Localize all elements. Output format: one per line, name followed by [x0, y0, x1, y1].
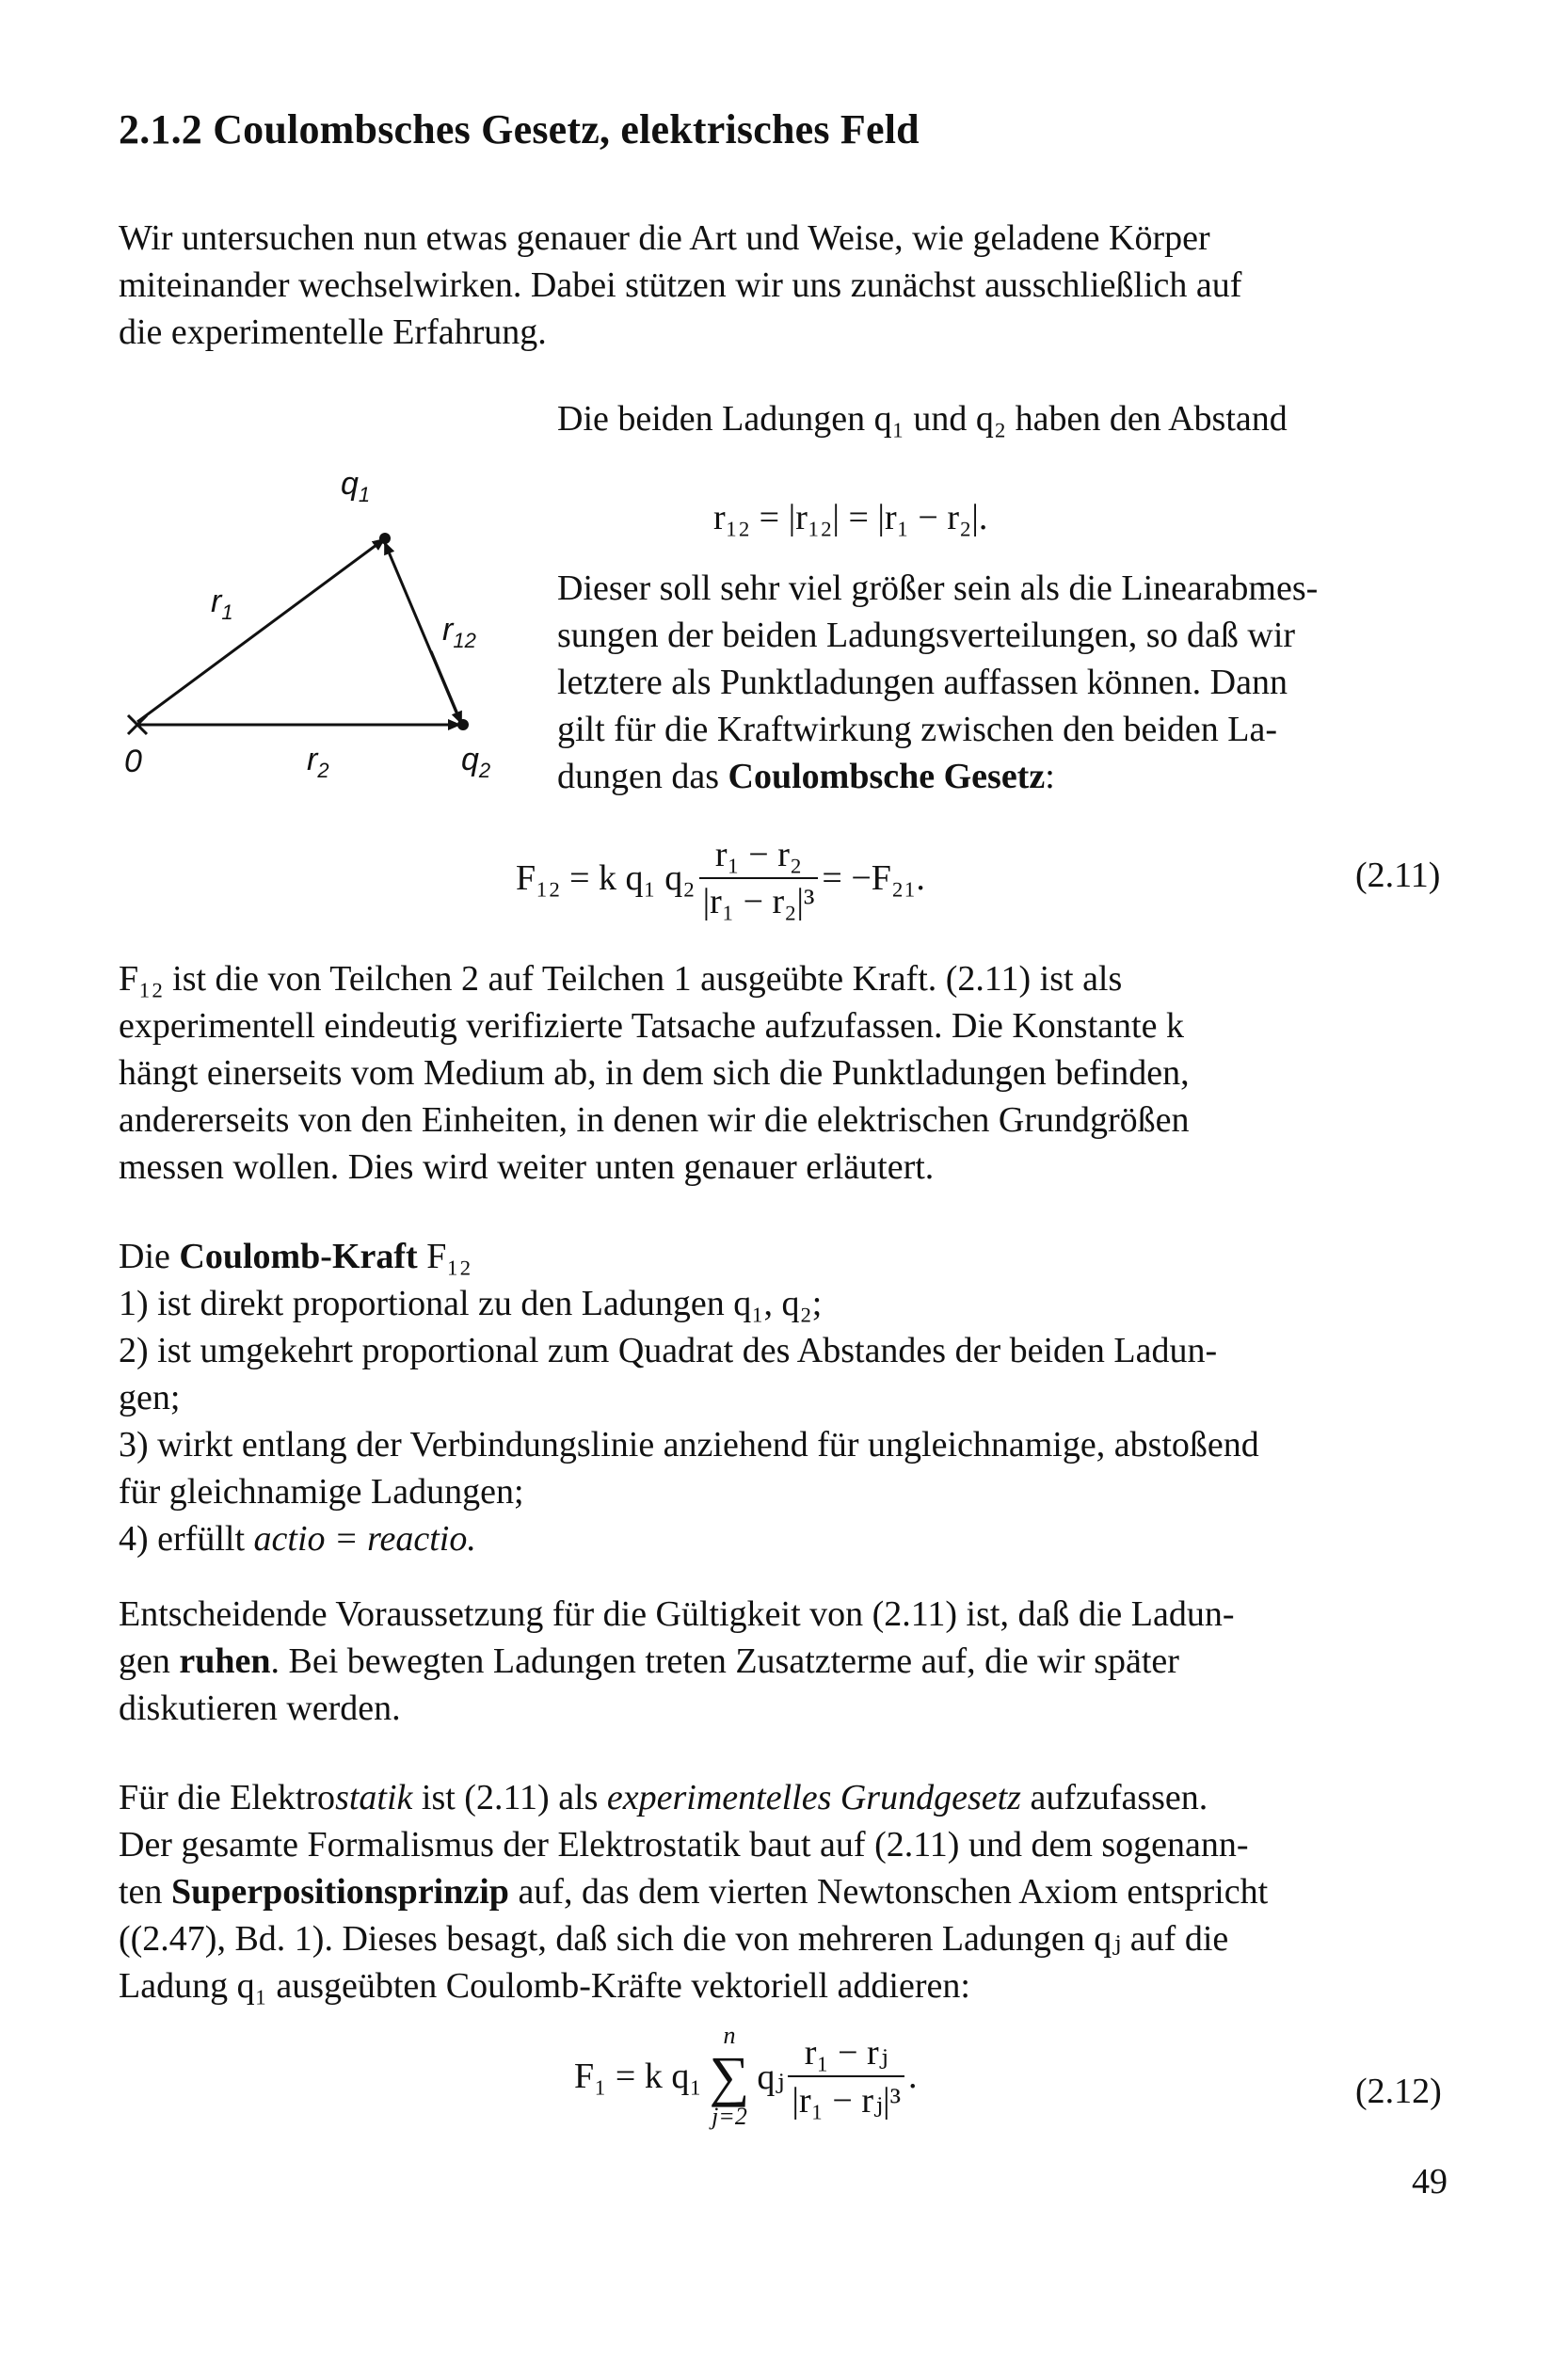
eq212-sum	[710, 2024, 750, 2129]
label-q2: $q_2$	[461, 742, 491, 782]
para2-line-2: experimentell eindeutig verifizierte Tatsache aufzufassen. Die Konstante k	[119, 1006, 1184, 1046]
statik-term: statik	[335, 1778, 413, 1817]
para4-line-1-c: ist (2.11) als	[412, 1778, 607, 1817]
para2-line-4: andererseits von den Einheiten, in denen wir die elektrischen Grundgrößen	[119, 1100, 1190, 1140]
coulomb-force-properties	[119, 1233, 1449, 1562]
side-line-6	[557, 753, 1449, 800]
distance-equation: r₁₂ = |r₁₂| = |r₁ − r₂|.	[713, 498, 988, 537]
property-item-2a: 2) ist umgekehrt proportional zum Quadrat des Abstandes der beiden Ladun-	[119, 1331, 1218, 1370]
para3-line-2	[119, 1638, 1449, 1685]
charge-q1-point	[379, 533, 391, 544]
intro-line-2: miteinander wechselwirken. Dabei stützen wir uns zunächst ausschließlich auf	[119, 265, 1242, 305]
para3-line-1: Entscheidende Voraussetzung für die Gültigkeit von (2.11) ist, daß die Ladun-	[119, 1594, 1235, 1634]
actio-reactio: actio = reactio.	[253, 1519, 476, 1559]
eq212-qj: qⱼ	[757, 2057, 785, 2097]
vector-r1-line	[137, 539, 384, 722]
property-item-4-pre: 4) erfüllt	[119, 1519, 254, 1559]
coulomb-force-term: Coulomb-Kraft	[179, 1237, 418, 1276]
para4-line-1	[119, 1774, 1449, 1821]
eq212-sum-top: n	[723, 2022, 736, 2049]
para4-line-3	[119, 1868, 1449, 1915]
ruhen-term: ruhen	[179, 1641, 271, 1681]
coulomb-vector-diagram	[111, 452, 525, 809]
property-item-3b: für gleichnamige Ladungen;	[119, 1472, 524, 1512]
para2-line-1: F₁₂ ist die von Teilchen 2 auf Teilchen 1 ausgeübte Kraft. (2.11) ist als	[119, 959, 1123, 999]
para4-line-4: ((2.47), Bd. 1). Dieses besagt, daß sich die von mehreren Ladungen qⱼ auf die	[119, 1919, 1229, 1959]
eq211-fraction	[699, 834, 819, 922]
paragraph-superposition	[119, 1774, 1449, 2009]
intro-line-1: Wir untersuchen nun etwas genauer die Art und Weise, wie geladene Körper	[119, 218, 1210, 258]
eq212-fraction	[788, 2031, 904, 2121]
superposition-term: Superpositionsprinzip	[170, 1872, 509, 1912]
side-line-1: Die beiden Ladungen q₁ und q₂ haben den Abstand	[557, 399, 1288, 439]
label-origin: 0	[124, 744, 142, 779]
label-r1: $r_1$	[211, 584, 233, 624]
para4-line-3-post: auf, das dem vierten Newtonschen Axiom entspricht	[508, 1872, 1269, 1912]
coulomb-law-term: Coulombsche Gesetz	[728, 757, 1046, 796]
side-line-3: sungen der beiden Ladungsverteilungen, so daß wir	[557, 616, 1296, 655]
page-number: 49	[1412, 2162, 1448, 2201]
equation-2-12	[574, 2024, 918, 2129]
para2-line-5: messen wollen. Dies wird weiter unten genauer erläutert.	[119, 1147, 935, 1187]
property-item-1: 1) ist direkt proportional zu den Ladungen q₁, q₂;	[119, 1284, 823, 1323]
para4-line-2: Der gesamte Formalismus der Elektrostatik baut auf (2.11) und dem sogenann-	[119, 1825, 1249, 1865]
para4-line-3-pre: ten	[119, 1872, 171, 1912]
label-r12: $r_{12}$	[442, 612, 476, 652]
props-intro-post: F₁₂	[417, 1237, 472, 1276]
equation-number-2-11: (2.11)	[1355, 856, 1441, 895]
property-item-4	[119, 1515, 1449, 1562]
para4-line-1-e: aufzufassen.	[1020, 1778, 1208, 1817]
eq211-lhs: F₁₂ = k q₁ q₂	[516, 858, 696, 898]
intro-paragraph	[119, 215, 1449, 356]
property-item-3a: 3) wirkt entlang der Verbindungslinie anziehend für ungleichnamige, abstoßend	[119, 1425, 1259, 1465]
property-item-2b: gen;	[119, 1378, 181, 1417]
para4-line-1-a: Für die Elektro	[119, 1778, 336, 1817]
eq211-numerator: r₁ − r₂	[699, 834, 819, 879]
eq212-denominator: |r₁ − rⱼ|³	[792, 2081, 902, 2121]
equation-2-11	[516, 834, 925, 922]
section-heading: 2.1.2 Coulombsches Gesetz, elektrisches Feld	[119, 106, 920, 152]
intro-line-3: die experimentelle Erfahrung.	[119, 312, 547, 352]
paragraph-static-condition	[119, 1591, 1449, 1732]
side-line-2: Dieser soll sehr viel größer sein als die Linearabmes-	[557, 568, 1319, 608]
side-line-4: letztere als Punktladungen auffassen können. Dann	[557, 663, 1288, 702]
para3-line-2-post: . Bei bewegten Ladungen treten Zusatzterme auf, die wir später	[270, 1641, 1179, 1681]
side-line-6-pre: dungen das	[557, 757, 728, 796]
eq212-lhs: F₁ = k q₁	[574, 2057, 702, 2096]
para3-line-3: diskutieren werden.	[119, 1689, 401, 1728]
eq212-numerator: r₁ − rⱼ	[788, 2031, 904, 2077]
paragraph-force-definition	[119, 955, 1449, 1191]
para3-line-2-pre: gen	[119, 1641, 180, 1681]
side-line-5: gilt für die Kraftwirkung zwischen den beiden La-	[557, 710, 1278, 749]
eq211-denominator: |r₁ − r₂|³	[702, 882, 815, 921]
label-q1: $q_1$	[341, 466, 371, 506]
props-intro	[119, 1233, 1449, 1280]
eq212-end: .	[908, 2057, 918, 2096]
props-intro-pre: Die	[119, 1237, 180, 1276]
eq212-sum-bottom: j=2	[712, 2103, 747, 2130]
vector-r12-arrow-q2	[431, 651, 461, 723]
side-paragraph-continued	[557, 565, 1449, 800]
para2-line-3: hängt einerseits vom Medium ab, in dem sich die Punktladungen befinden,	[119, 1053, 1190, 1093]
label-r2: $r_2$	[307, 742, 329, 782]
para4-line-5: Ladung q₁ ausgeübten Coulomb-Kräfte vektoriell addieren:	[119, 1966, 970, 2006]
charge-q2-point	[457, 719, 469, 730]
sum-symbol: ∑	[709, 2045, 750, 2107]
equation-number-2-12: (2.12)	[1355, 2072, 1442, 2111]
side-line-6-post: :	[1045, 757, 1055, 796]
side-paragraph	[557, 395, 1449, 442]
eq211-rhs: = −F₂₁.	[822, 858, 925, 898]
grundgesetz-term: experimentelles Grundgesetz	[606, 1778, 1021, 1817]
